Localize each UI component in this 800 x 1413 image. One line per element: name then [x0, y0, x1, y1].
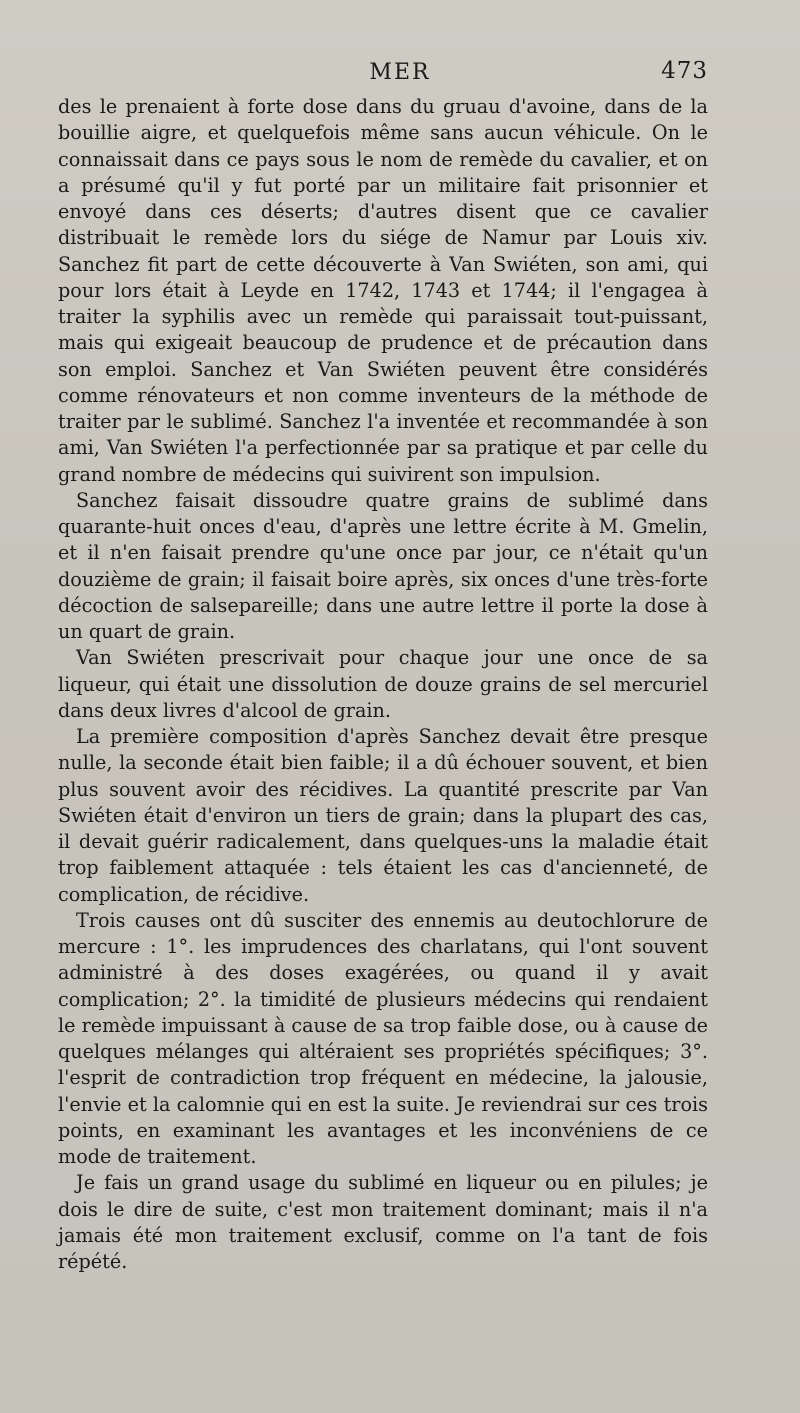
paragraph-3: Van Swiéten prescrivait pour chaque jour une once de sa liqueur, qui était une dissolution de douze grains de sel mercuriel dans deux livres d'alcool de grain. [58, 646, 708, 722]
page-number: 473 [661, 58, 708, 84]
running-title: MER [369, 60, 431, 85]
paragraph-6: Je fais un grand usage du sublimé en liqueur ou en pilules; je dois le dire de suite, c'est mon traitement dominant; mais il n'a jamais été mon traitement exclusif, comme on l'a tant de fois répété. [58, 1171, 708, 1273]
paragraph-2: Sanchez faisait dissoudre quatre grains de sublimé dans quarante-huit onces d'eau, d'après une lettre écrite à M. Gmelin, et il n'en faisait prendre qu'une once par jour, ce n'était qu'un douzième de grain; il faisait boire après, six onces d'une très-forte décoction de salsepareille; dans une autre lettre il porte la dose à un quart de grain. [58, 488, 708, 643]
body-text [58, 94, 708, 1275]
paragraph-5: Trois causes ont dû susciter des ennemis au deutochlorure de mercure : 1°. les imprudences des charlatans, qui l'ont souvent administré à des doses exagérées, ou quand il y avait complication; 2°. la timidité de plusieurs médecins qui rendaient le remède impuissant à cause de sa trop faible dose, ou à cause de quelques mélanges qui altéraient ses propriétés spécifiques; 3°. l'esprit de contradiction trop fréquent en médecine, la jalousie, l'envie et la calomnie qui en est la suite. Je reviendrai sur ces trois points, en examinant les avantages et les inconvéniens de ce mode de traitement. [58, 908, 708, 1168]
running-head [0, 58, 800, 90]
paragraph-4: La première composition d'après Sanchez devait être presque nulle, la seconde était bien faible; il a dû échouer souvent, et bien plus souvent avoir des récidives. La quantité prescrite par Van Swiéten était d'environ un tiers de grain; dans la plupart des cas, il devait guérir radicalement, dans quelques-uns la maladie était trop faiblement attaquée : tels étaient les cas d'ancienneté, de complication, de récidive. [58, 725, 708, 906]
paragraph-1: des le prenaient à forte dose dans du gruau d'avoine, dans de la bouillie aigre, et quelquefois même sans aucun véhicule. On le connaissait dans ce pays sous le nom de remède du cavalier, et on a présumé qu'il y fut porté par un militaire fait prisonnier et envoyé dans ces déserts; d'autres disent que ce cavalier distribuait le remède lors du siége de Namur par Louis xiv. Sanchez fit part de cette découverte à Van Swiéten, son ami, qui pour lors était à Leyde en 1742, 1743 et 1744; il l'engagea à traiter la syphilis avec un remède qui paraissait tout-puissant, mais qui exigeait beaucoup de prudence et de précaution dans son emploi. Sanchez et Van Swiéten peuvent être considérés comme rénovateurs et non comme inventeurs de la méthode de traiter par le sublimé. Sanchez l'a inventée et recommandée à son ami, Van Swiéten l'a perfectionnée par sa pratique et par celle du grand nombre de médecins qui suivirent son impulsion. [58, 95, 708, 486]
